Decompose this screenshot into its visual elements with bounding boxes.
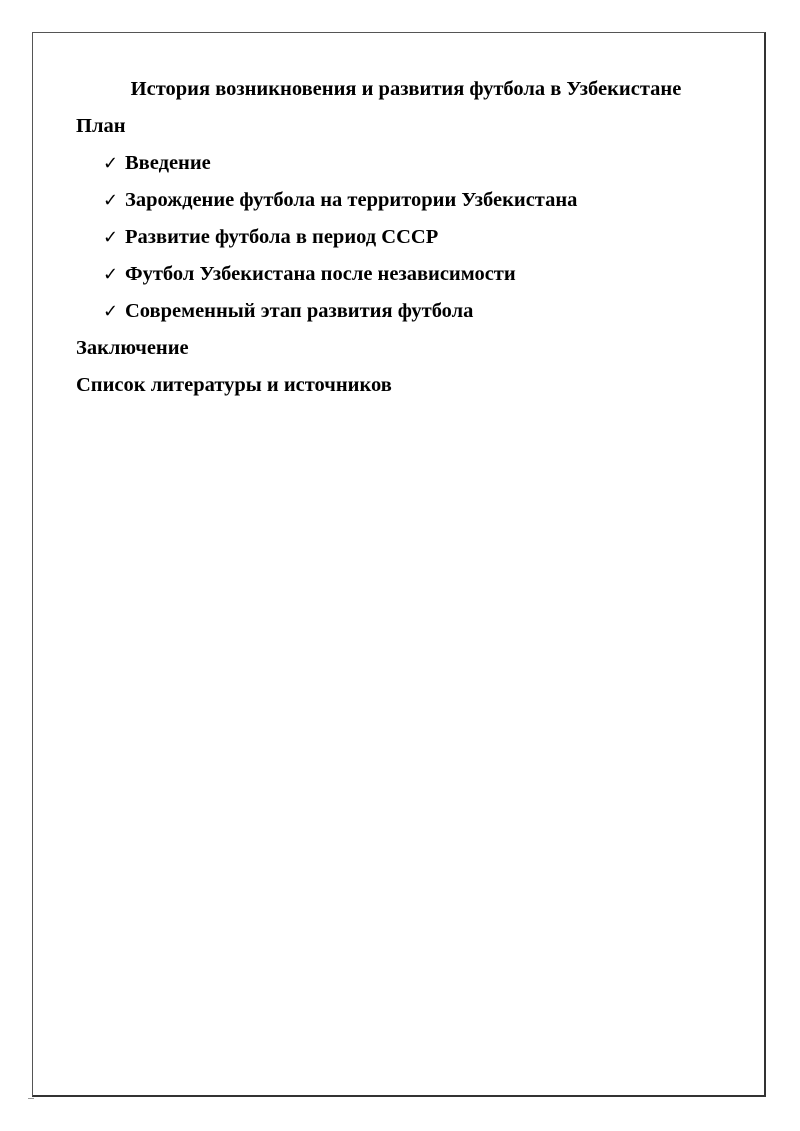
plan-item-label: Развитие футбола в период СССР: [125, 226, 439, 248]
references-heading: Список литературы и источников: [76, 374, 392, 396]
plan-item: [76, 222, 736, 259]
plan-heading: План: [76, 115, 126, 137]
check-icon: ✓: [103, 190, 119, 211]
check-icon: ✓: [103, 301, 119, 322]
plan-item: [76, 296, 736, 333]
plan-item-label: Современный этап развития футбола: [125, 300, 474, 322]
plan-item-label: Футбол Узбекистана после независимости: [125, 263, 516, 285]
page-corner-mark: [28, 1098, 34, 1099]
check-icon: ✓: [103, 264, 119, 285]
check-icon: ✓: [103, 227, 119, 248]
document-title: История возникновения и развития футбола в Узбекистане: [130, 78, 682, 100]
plan-item-label: Зарождение футбола на территории Узбекистана: [125, 189, 578, 211]
plan-item: [76, 185, 736, 222]
conclusion-heading: Заключение: [76, 337, 189, 359]
plan-item: [76, 259, 736, 296]
document-content: [76, 74, 736, 407]
plan-item-label: Введение: [125, 152, 211, 174]
check-icon: ✓: [103, 153, 119, 174]
plan-list: [76, 148, 736, 333]
plan-item: [76, 148, 736, 185]
